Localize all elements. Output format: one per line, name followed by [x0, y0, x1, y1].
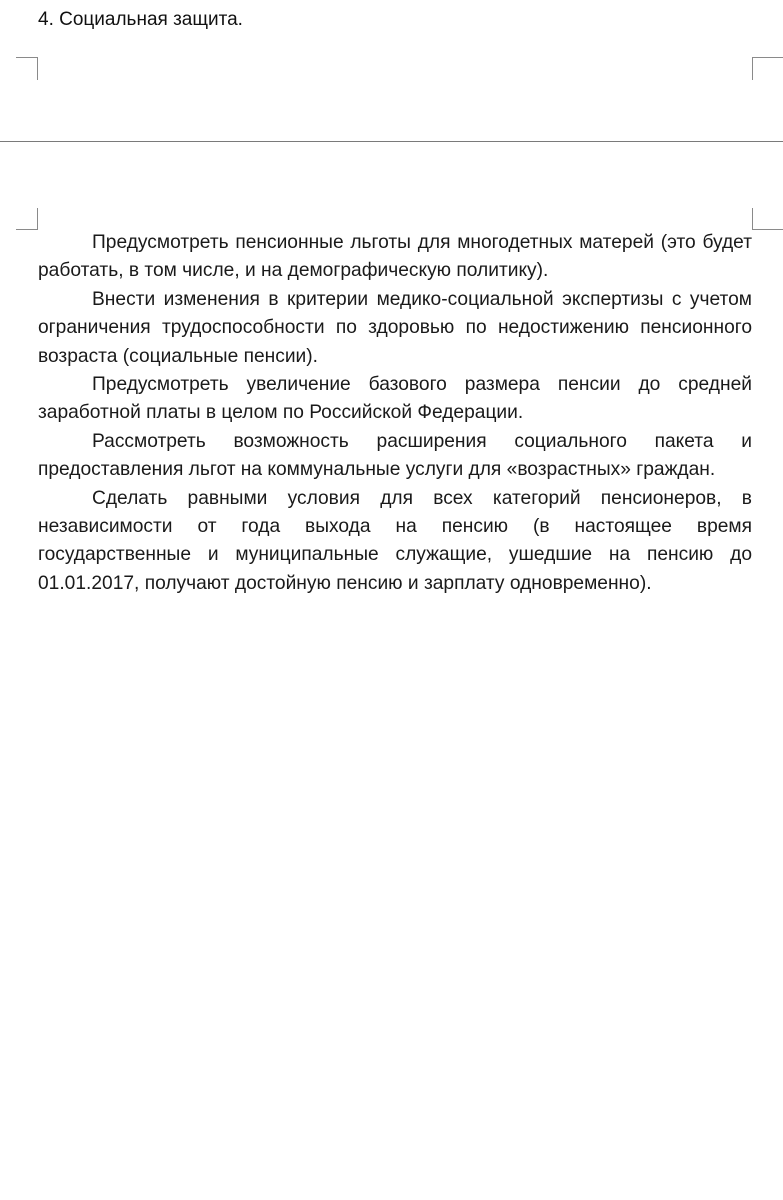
paragraph-base-pension-increase: Предусмотреть увеличение базового размера пенсии до средней заработной платы в целом по Российской Федерации.	[38, 374, 752, 424]
paragraph-medical-expertise: Внести изменения в критерии медико-социальной экспертизы с учетом ограничения трудоспособности по здоровью по недостижению пенсионного возраста (социальные пенсии).	[38, 288, 752, 367]
previous-page-fragment	[0, 0, 783, 142]
page-corner-mark-bottom-right	[752, 57, 783, 80]
page-corner-mark-top-right	[752, 208, 783, 230]
document-body	[38, 229, 752, 598]
page-corner-mark-top-left	[16, 208, 38, 230]
page-separator	[0, 141, 783, 142]
paragraph-equal-conditions: Сделать равными условия для всех категорий пенсионеров, в независимости от года выхода на пенсию (в настоящее время государственные и муниципальные служащие, ушедшие на пенсию до 01.01.2017, получают достойную пенсию и зарплату одновременно).	[38, 487, 752, 594]
paragraph-social-package: Рассмотреть возможность расширения социального пакета и предоставления льгот на коммунальные услуги для «возрастных» граждан.	[38, 430, 752, 481]
section-heading: 4. Социальная защита.	[38, 9, 243, 30]
page-corner-mark-bottom-left	[16, 57, 38, 80]
paragraph-pension-benefits-mothers: Предусмотреть пенсионные льготы для многодетных матерей (это будет работать, в том числе, и на демографическую политику).	[38, 232, 752, 282]
